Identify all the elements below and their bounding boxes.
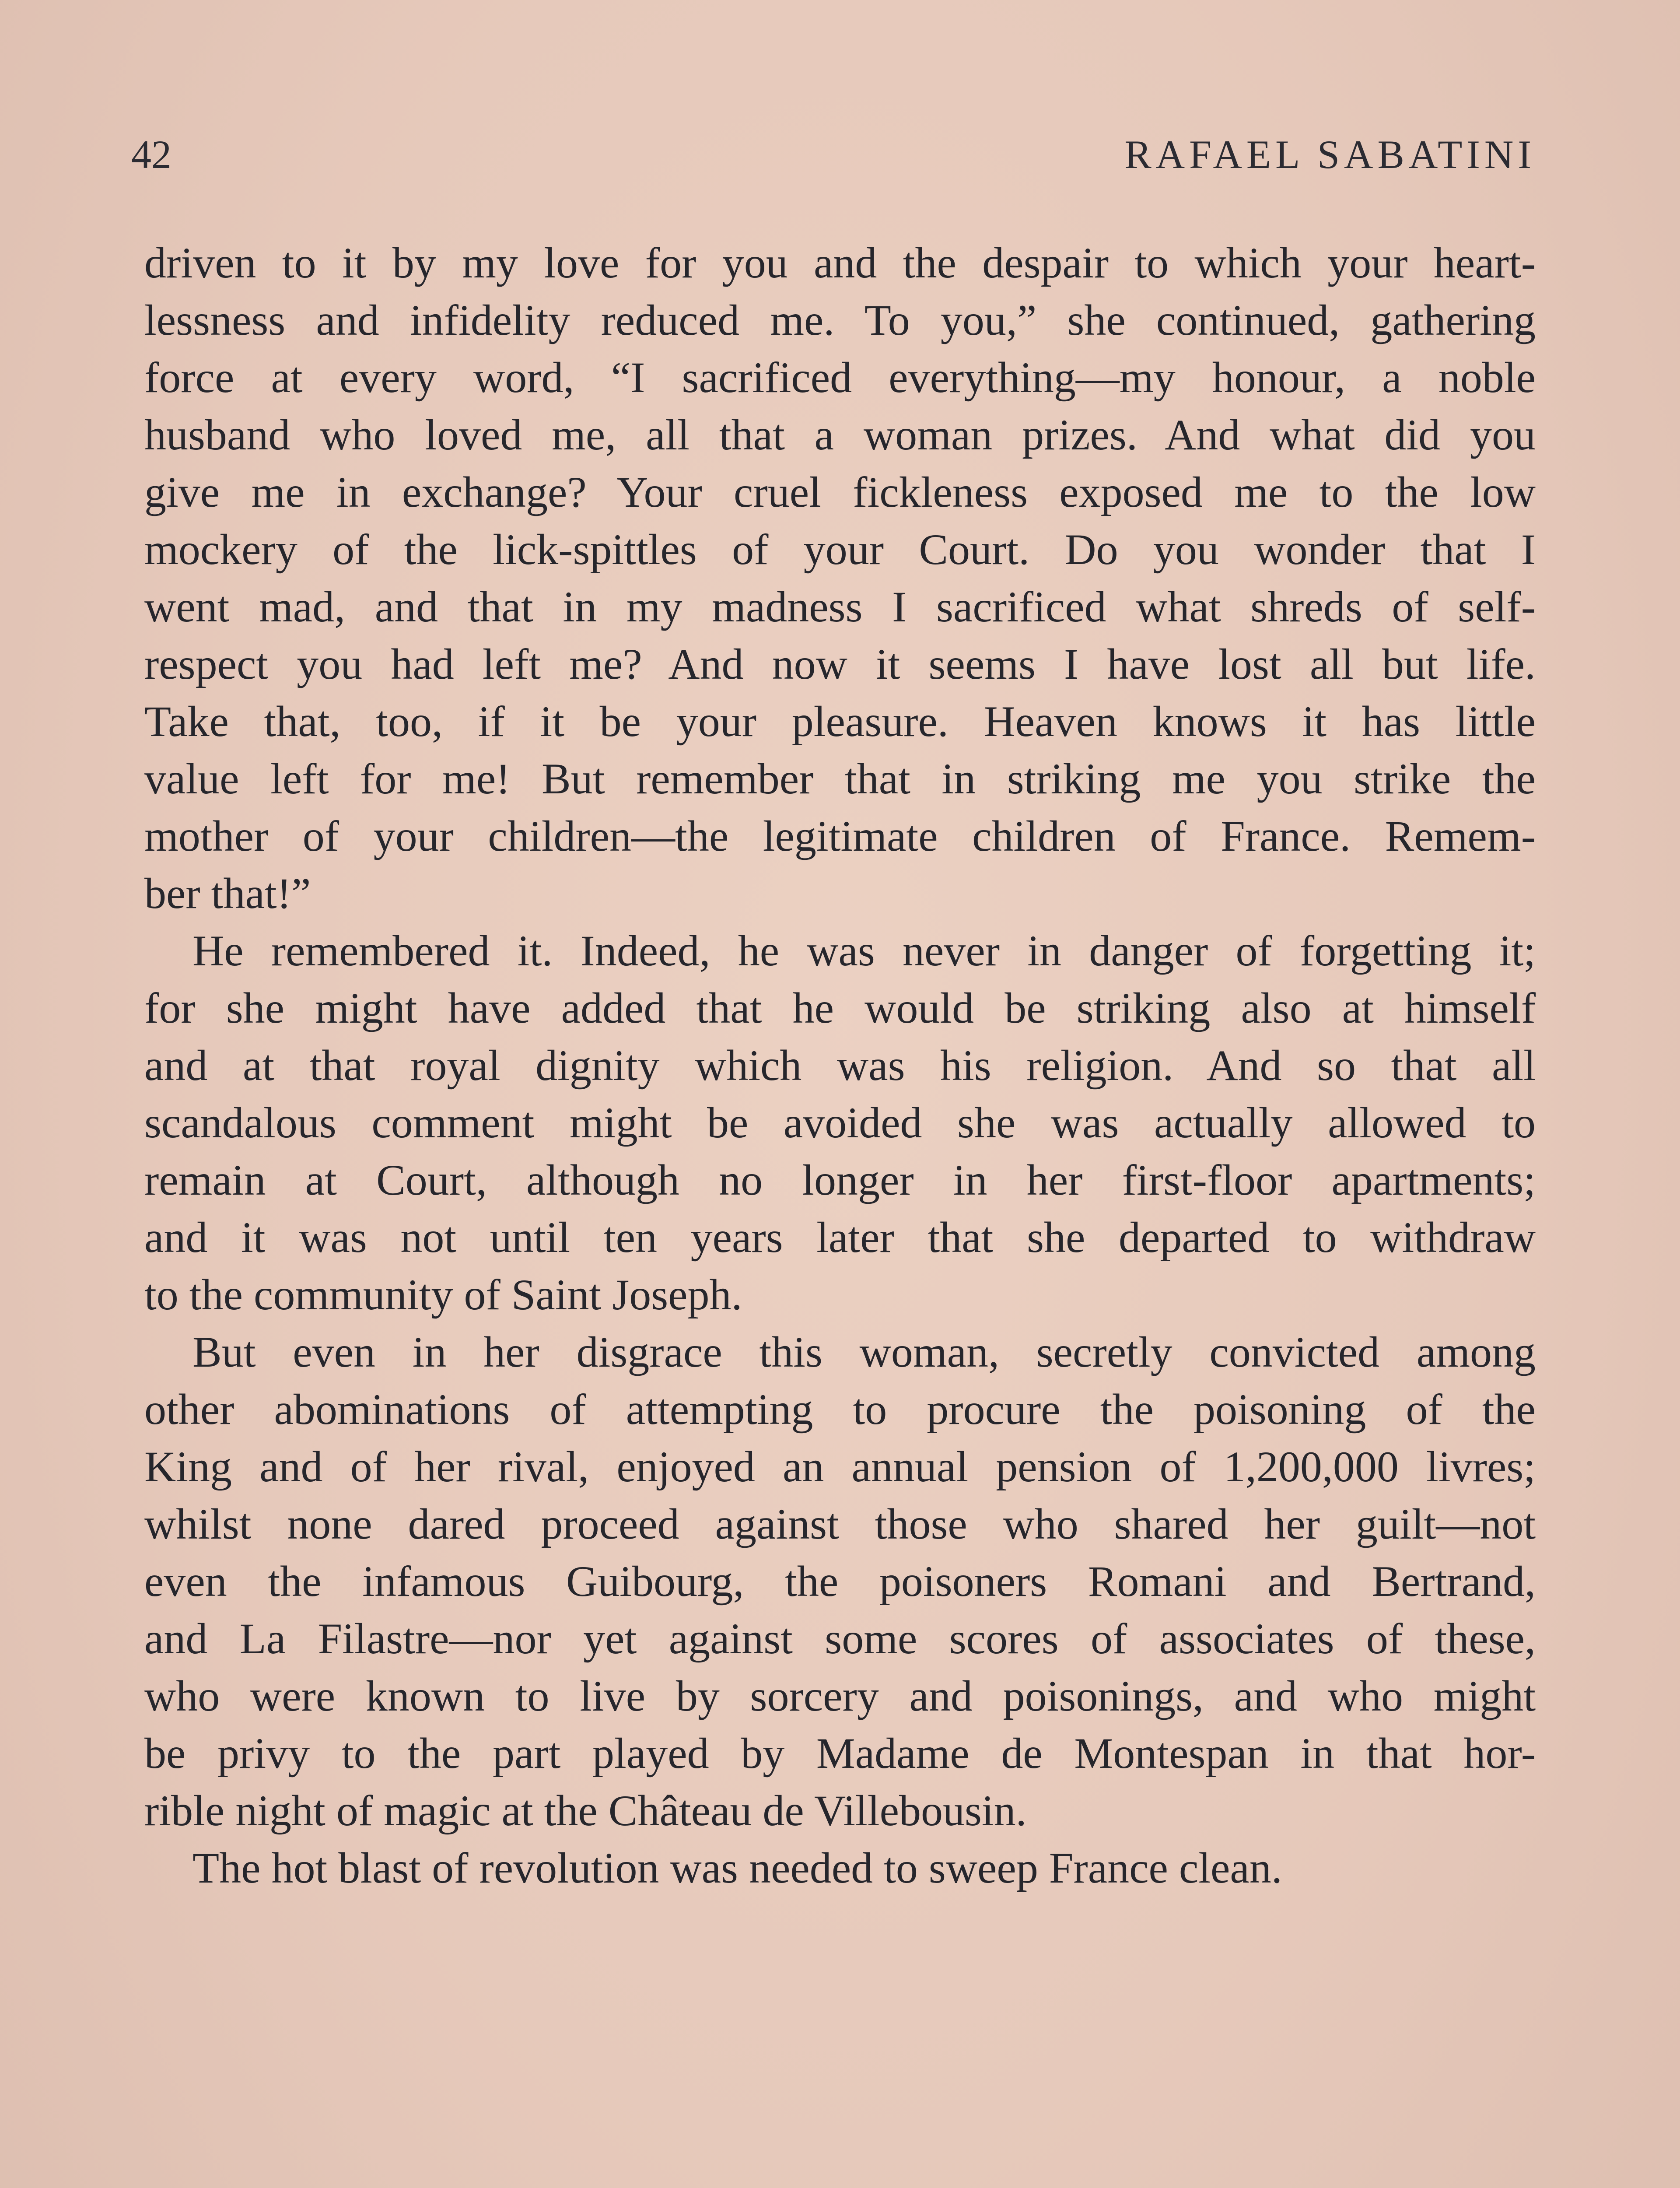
text-line: Take that, too, if it be your pleasure. Heaven knows it has little [144,697,1536,746]
text-line: give me in exchange? Your cruel fickleness exposed me to the low [144,468,1536,516]
text-line: rible night of magic at the Château de Villebousin. [144,1786,1027,1835]
page-number: 42 [131,132,172,177]
text-line: who were known to live by sorcery and poisonings, and who might [144,1672,1536,1720]
text-line: went mad, and that in my madness I sacrificed what shreds of self- [144,582,1536,631]
text-line: remain at Court, although no longer in her first-floor apartments; [144,1156,1536,1204]
text-line: and La Filastre—nor yet against some scores of associates of these, [144,1614,1536,1663]
text-line: respect you had left me? And now it seems I have lost all but life. [144,640,1536,688]
text-line: mockery of the lick-spittles of your Court. Do you wonder that I [144,525,1536,574]
text-line: to the community of Saint Joseph. [144,1270,742,1319]
text-line: husband who loved me, all that a woman prizes. And what did you [144,410,1536,459]
text-line: But even in her disgrace this woman, secretly convicted among [192,1328,1536,1376]
text-line: He remembered it. Indeed, he was never in danger of forgetting it; [192,926,1536,975]
text-line: King and of her rival, enjoyed an annual pension of 1,200,000 livres; [144,1442,1536,1491]
running-head [131,131,1536,188]
text-line: ber that!” [144,869,311,918]
text-line: mother of your children—the legitimate children of France. Remem- [144,812,1536,860]
text-line: force at every word, “I sacrificed everything—my honour, a noble [144,353,1536,402]
running-title: RAFAEL SABATINI [1124,132,1536,177]
text-line: lessness and infidelity reduced me. To you,” she continued, gathering [144,296,1536,344]
text-line: value left for me! But remember that in striking me you strike the [144,754,1536,803]
text-line: scandalous comment might be avoided she was actually allowed to [144,1098,1536,1147]
text-line: driven to it by my love for you and the despair to which your heart- [144,238,1536,287]
text-line: for she might have added that he would be striking also at himself [144,984,1536,1032]
text-line: whilst none dared proceed against those who shared her guilt—not [144,1500,1536,1548]
paragraph [144,1323,1536,1839]
text-line: be privy to the part played by Madame de Montespan in that hor- [144,1729,1536,1778]
text-line: and at that royal dignity which was his religion. And so that all [144,1041,1536,1090]
text-line: even the infamous Guibourg, the poisoners Romani and Bertrand, [144,1557,1536,1606]
paragraph [144,234,1536,922]
body-text [144,234,1536,1897]
text-line: and it was not until ten years later that she departed to withdraw [144,1213,1536,1262]
paragraph [144,922,1536,1323]
paragraph [144,1839,1536,1897]
text-line: other abominations of attempting to procure the poisoning of the [144,1385,1536,1434]
text-line: The hot blast of revolution was needed to sweep France clean. [192,1844,1282,1892]
